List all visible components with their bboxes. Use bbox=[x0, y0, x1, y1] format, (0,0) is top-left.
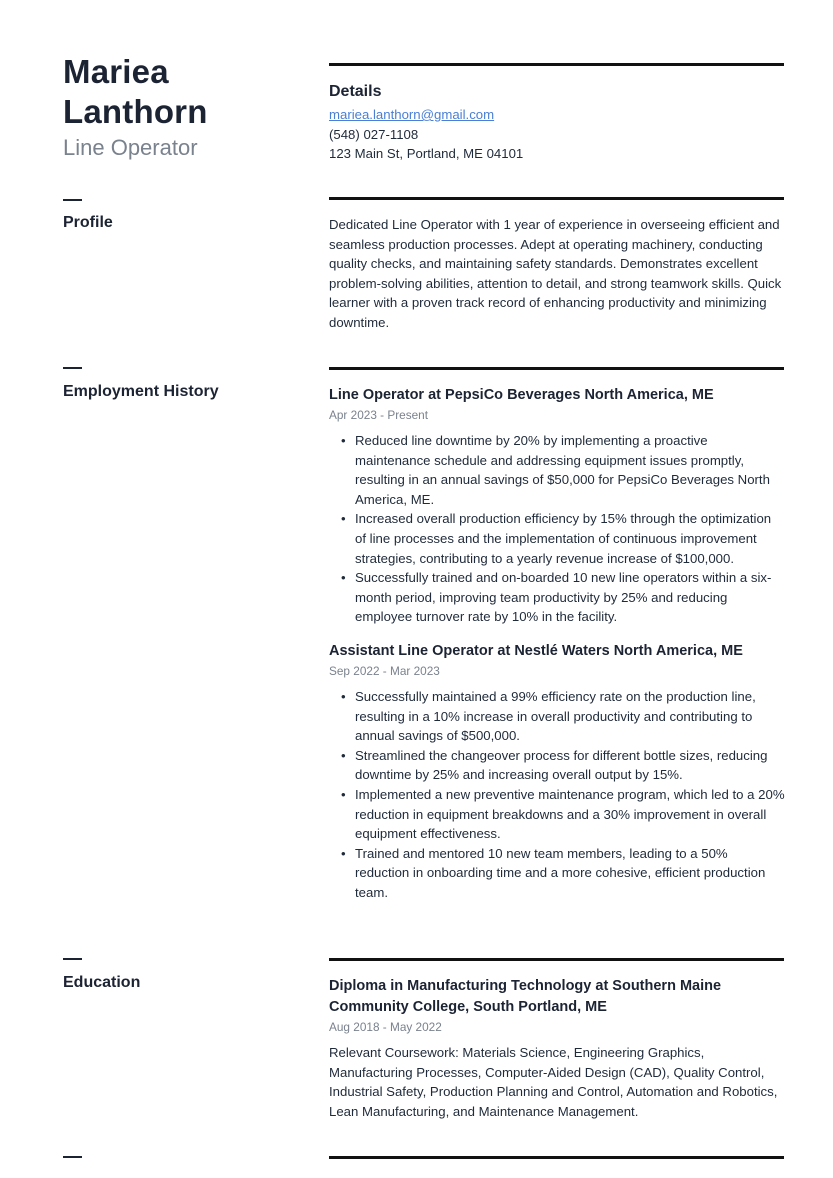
profile-heading: Profile bbox=[63, 214, 113, 231]
candidate-name bbox=[63, 52, 293, 132]
email-link[interactable]: mariea.lanthorn@gmail.com bbox=[329, 107, 495, 122]
job-bullets bbox=[329, 431, 785, 627]
education-heading: Education bbox=[63, 974, 141, 991]
bullet-item: • Implemented a new preventive maintenance program, which led to a 20% reduction in equipment breakdowns and a 30% improvement in overall equipment effectiveness. bbox=[329, 785, 785, 844]
job-entry bbox=[329, 641, 785, 903]
employment-section bbox=[329, 385, 785, 916]
details-heading: Details bbox=[329, 83, 382, 100]
next-section-dash bbox=[63, 1156, 82, 1158]
job-title: Line Operator bbox=[63, 135, 198, 160]
details-divider bbox=[329, 63, 784, 66]
education-divider bbox=[329, 958, 784, 961]
bullet-item: • Trained and mentored 10 new team members, leading to a 50% reduction in onboarding time and a more cohesive, efficient production team. bbox=[329, 844, 785, 903]
job-dates: Apr 2023 - Present bbox=[329, 408, 429, 422]
profile-divider bbox=[329, 197, 784, 200]
phone-number: (548) 027-1108 bbox=[329, 126, 419, 142]
coursework: Relevant Coursework: Materials Science, Engineering Graphics, Manufacturing Processes, Computer-Aided Design (CAD), Quality Control, Industrial Safety, Production Planning and Control, Automation and Robotics, Lean Manufacturing, and Maintenance Management. bbox=[329, 1045, 778, 1119]
employment-divider bbox=[329, 367, 784, 370]
address: 123 Main St, Portland, ME 04101 bbox=[329, 146, 524, 162]
job-bullets bbox=[329, 687, 785, 903]
bullet-item: • Increased overall production efficiency by 15% through the optimization of line processes and the implementation of continuous improvement strategies, contributing to a yearly revenue increase of $100,000. bbox=[329, 509, 785, 568]
bullet-item: • Reduced line downtime by 20% by implementing a proactive maintenance schedule and addressing equipment issues promptly, resulting in an annual savings of $50,000 for PepsiCo Beverages North America, ME. bbox=[329, 431, 785, 509]
next-section-divider bbox=[329, 1156, 784, 1159]
degree-heading: Diploma in Manufacturing Technology at Southern Maine Community College, South Portland, ME bbox=[329, 978, 722, 1015]
job-heading: Line Operator at PepsiCo Beverages North America, ME bbox=[329, 387, 714, 403]
first-name: Mariea bbox=[63, 53, 169, 90]
last-name: Lanthorn bbox=[63, 93, 208, 130]
job-entry bbox=[329, 385, 785, 627]
employment-dash bbox=[63, 367, 82, 369]
bullet-item: • Streamlined the changeover process for different bottle sizes, reducing downtime by 25% and increasing overall output by 15%. bbox=[329, 746, 785, 785]
education-section bbox=[329, 976, 785, 1121]
employment-heading: Employment History bbox=[63, 383, 219, 400]
education-dates: Aug 2018 - May 2022 bbox=[329, 1020, 442, 1034]
education-dash bbox=[63, 958, 82, 960]
bullet-item: • Successfully maintained a 99% efficiency rate on the production line, resulting in a 10% increase in overall productivity and contributing to annual savings of $500,000. bbox=[329, 687, 785, 746]
job-heading: Assistant Line Operator at Nestlé Waters North America, ME bbox=[329, 642, 743, 659]
profile-text: Dedicated Line Operator with 1 year of experience in overseeing efficient and seamless production processes. Adept at operating machinery, conducting quality checks, and maintaining safety standards. Demonstrates excellent problem-solving abilities, attention to detail, and strong teamwork skills. Quick learner with a proven track record of enhancing productivity and minimizing downtime. bbox=[329, 217, 782, 330]
bullet-item: • Successfully trained and on-boarded 10 new line operators within a six-month period, improving team productivity by 25% and reducing employee turnover rate by 10% in the facility. bbox=[329, 568, 785, 627]
details-section bbox=[329, 81, 785, 164]
job-dates: Sep 2022 - Mar 2023 bbox=[329, 663, 440, 678]
profile-dash bbox=[63, 199, 82, 201]
